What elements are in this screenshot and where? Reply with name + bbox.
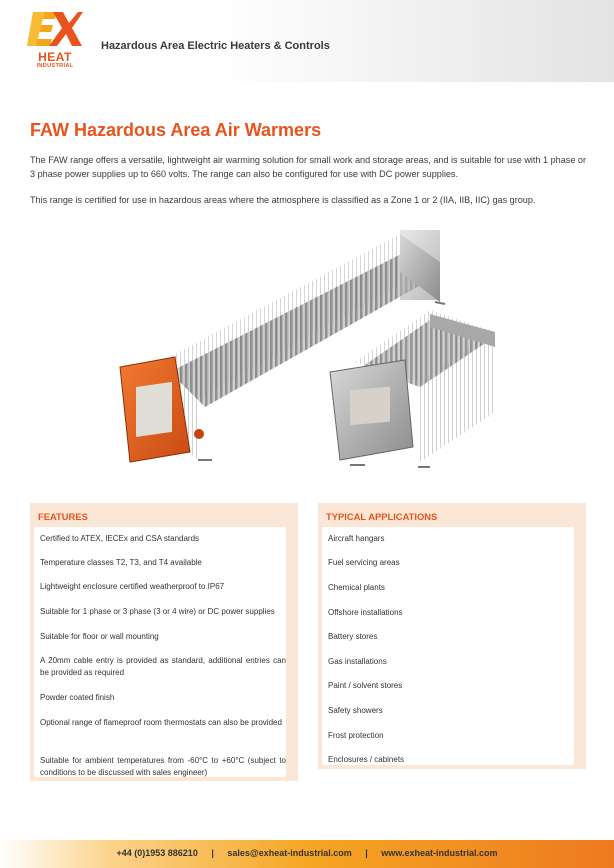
features-panel xyxy=(30,503,298,781)
application-item: Frost protection xyxy=(328,731,384,740)
applications-panel xyxy=(318,503,586,769)
application-item: Battery stores xyxy=(328,632,378,641)
footer-contact xyxy=(0,848,614,858)
page-title: FAW Hazardous Area Air Warmers xyxy=(30,120,322,140)
intro-paragraph-2: This range is certified for use in hazardous areas where the atmosphere is classified as a Zone 1 or 2 (IIA, IIB, IIC) gas group. xyxy=(30,195,536,205)
header-title: Hazardous Area Electric Heaters & Controls xyxy=(101,40,330,52)
small-air-warmer xyxy=(330,310,495,467)
feature-item: Certified to ATEX, IECEx and CSA standards xyxy=(40,534,200,543)
feature-item: A 20mm cable entry is provided as standard, additional entries can be provided as required xyxy=(40,656,286,677)
features-heading: FEATURES xyxy=(38,511,88,522)
footer-email-link[interactable]: sales@exheat-industrial.com xyxy=(227,848,352,858)
footer-phone[interactable]: +44 (0)1953 886210 xyxy=(116,848,198,858)
feature-item: Suitable for 1 phase or 3 phase (3 or 4 wire) or DC power supplies xyxy=(40,607,275,616)
application-item: Fuel servicing areas xyxy=(328,558,400,567)
feature-item: Suitable for floor or wall mounting xyxy=(40,632,159,641)
product-photo xyxy=(100,222,520,482)
features-list-box xyxy=(34,527,286,777)
page-footer xyxy=(0,840,614,868)
feature-item: Lightweight enclosure certified weatherproof to IP67 xyxy=(40,582,225,591)
exheat-logo-mark xyxy=(27,10,83,52)
applications-list-box xyxy=(322,527,574,765)
feature-item: Temperature classes T2, T3, and T4 available xyxy=(40,558,202,567)
application-item: Safety showers xyxy=(328,706,383,715)
intro-text xyxy=(30,154,590,221)
application-item: Offshore installations xyxy=(328,608,403,617)
feature-item: Optional range of flameproof room thermostats can also be provided xyxy=(40,718,282,727)
intro-paragraph-1: The FAW range offers a versatile, lightweight air warming solution for small work and storage areas, and is suitable for use with 1 phase or 3 phase power supplies up to 660 volts. The range can also be configured for use with DC power supplies. xyxy=(30,155,586,179)
footer-website-link[interactable]: www.exheat-industrial.com xyxy=(381,848,498,858)
feature-item: Powder coated finish xyxy=(40,693,115,702)
application-item: Gas installations xyxy=(328,657,387,666)
feature-item: Suitable for ambient temperatures from -60°C to +60°C (subject to conditions to be discussed with sales engineer) xyxy=(40,756,286,777)
logo-subword: INDUSTRIAL xyxy=(36,63,74,69)
applications-heading: TYPICAL APPLICATIONS xyxy=(326,511,438,522)
logo-word: HEAT xyxy=(38,50,72,64)
exheat-logo xyxy=(27,10,83,72)
application-item: Paint / solvent stores xyxy=(328,681,403,690)
application-item: Enclosures / cabinets xyxy=(328,755,405,764)
application-item: Chemical plants xyxy=(328,583,385,592)
page-header xyxy=(0,0,614,82)
application-item: Aircraft hangars xyxy=(328,534,385,543)
footer-separator: | xyxy=(211,848,214,858)
footer-separator: | xyxy=(365,848,368,858)
